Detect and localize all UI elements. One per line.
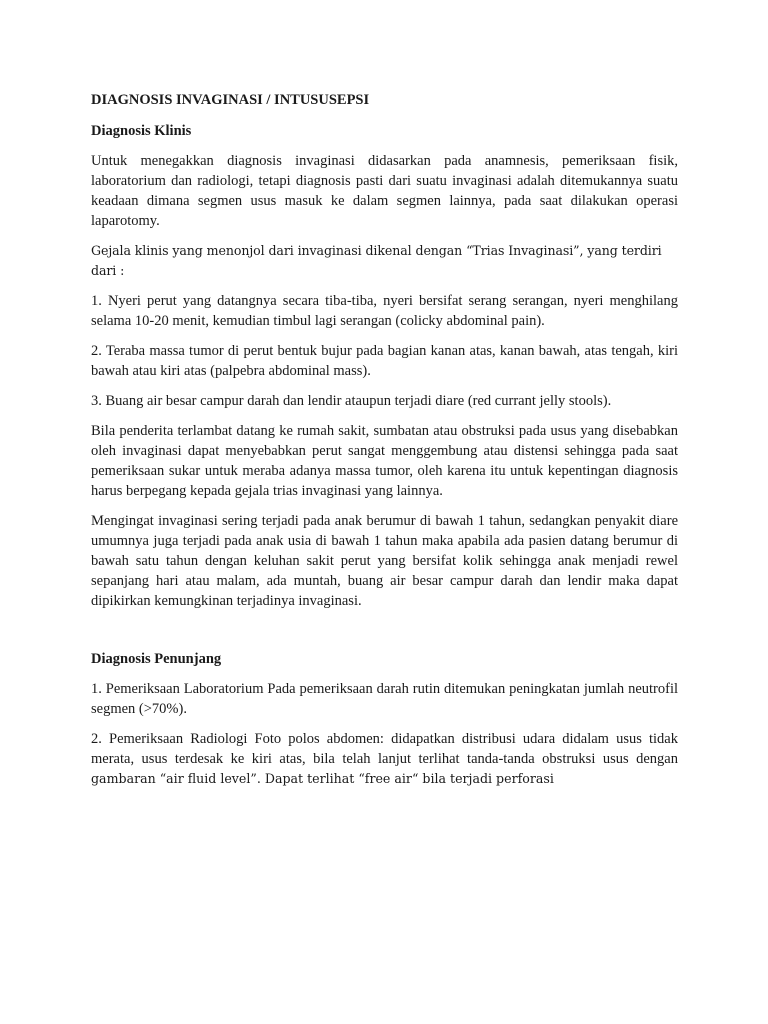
penunjang-2-main-text: 2. Pemeriksaan Radiologi Foto polos abdomen: didapatkan distribusi udara didalam usus tidak merata, usus terdesak ke kiri atas, bila telah lanjut terlihat tanda-tanda obstruksi usus dengan bbox=[91, 731, 678, 767]
paragraph-klinis-intro: Untuk menegakkan diagnosis invaginasi didasarkan pada anamnesis, pemeriksaan fisik, laboratorium dan radiologi, tetapi diagnosis pasti dari suatu invaginasi adalah ditemukannya suatu keadaan dimana segmen usus masuk ke dalam segmen lainnya, pada saat dilakukan operasi laparotomy. bbox=[91, 153, 678, 229]
heading-diagnosis-penunjang: Diagnosis Penunjang bbox=[91, 651, 222, 667]
list-item-trias-2: 2. Teraba massa tumor di perut bentuk bujur pada bagian kanan atas, kanan bawah, atas tengah, kiri bawah atau kiri atas (palpebra abdominal mass). bbox=[91, 343, 678, 379]
list-item-penunjang-1: 1. Pemeriksaan Laboratorium Pada pemeriksaan darah rutin ditemukan peningkatan jumlah neutrofil segmen (>70%). bbox=[91, 681, 678, 717]
heading-diagnosis-klinis: Diagnosis Klinis bbox=[91, 123, 192, 139]
penunjang-2-tail-text: gambaran “air fluid level”. Dapat terlihat “free air“ bila terjadi perforasi bbox=[91, 771, 554, 786]
paragraph-age-consideration: Mengingat invaginasi sering terjadi pada anak berumur di bawah 1 tahun, sedangkan penyakit diare umumnya juga terjadi pada anak usia di bawah 1 tahun maka apabila ada pasien datang berumur di bawah satu tahun dengan keluhan sakit perut yang bersifat kolik sehingga anak menjadi rewel sepanjang hari atau malam, ada muntah, buang air besar campur darah dan lendir maka dapat dipikirkan kemungkinan terjadinya invaginasi. bbox=[91, 513, 678, 609]
paragraph-late-arrival: Bila penderita terlambat datang ke rumah sakit, sumbatan atau obstruksi pada usus yang disebabkan oleh invaginasi dapat menyebabkan perut sangat menggembung atau distensi sehingga pada saat pemeriksaan sukar untuk meraba adanya massa tumor, oleh karena itu untuk kepentingan diagnosis harus berpegang kepada gejala trias invaginasi yang lainnya. bbox=[91, 423, 678, 499]
list-item-trias-1: 1. Nyeri perut yang datangnya secara tiba-tiba, nyeri bersifat serang serangan, nyeri menghilang selama 10-20 menit, kemudian timbul lagi serangan (colicky abdominal pain). bbox=[91, 293, 678, 329]
document-title: DIAGNOSIS INVAGINASI / INTUSUSEPSI bbox=[91, 92, 370, 108]
list-item-penunjang-2 bbox=[91, 729, 678, 789]
section-spacer bbox=[91, 621, 678, 649]
document-page bbox=[91, 90, 678, 799]
list-item-trias-3: 3. Buang air besar campur darah dan lendir ataupun terjadi diare (red currant jelly stools). bbox=[91, 393, 612, 409]
paragraph-trias-intro: Gejala klinis yang menonjol dari invaginasi dikenal dengan “Trias Invaginasi”, yang terdiri dari : bbox=[91, 243, 662, 278]
